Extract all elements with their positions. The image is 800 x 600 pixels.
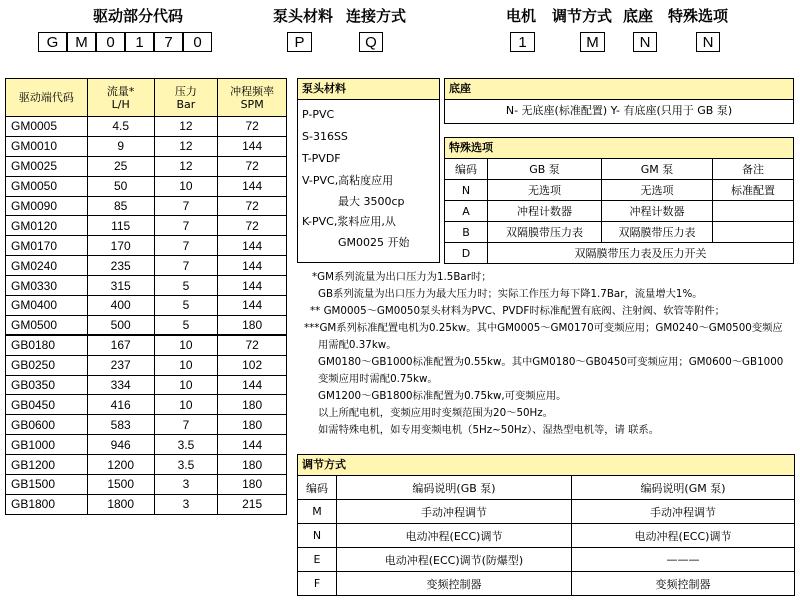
drive-header-code-text: 驱动端代码 xyxy=(18,91,74,104)
notes-block xyxy=(300,269,795,439)
value-cell: 115 xyxy=(87,216,154,236)
value-cell: 7 xyxy=(154,256,218,276)
value-cell: 215 xyxy=(218,494,287,514)
base-box xyxy=(444,78,794,124)
note-line: ** GM0005～GM0050泵头材料为PVC、PVDF时标准配置有底阀、注射阀、软管等附件； xyxy=(310,305,725,317)
model-cell: GM0400 xyxy=(6,296,88,316)
value-cell: 4.5 xyxy=(87,117,154,137)
pump-material-line: GM0025 开始 xyxy=(338,236,410,249)
table-row xyxy=(6,276,287,296)
drive-table-body xyxy=(6,117,287,515)
special-cell xyxy=(713,201,794,222)
value-cell: 416 xyxy=(87,395,154,415)
special-code-box: N xyxy=(696,32,720,52)
special-cell xyxy=(713,222,794,243)
value-cell: 167 xyxy=(87,335,154,355)
value-cell: 180 xyxy=(218,475,287,495)
regulation-cell: E xyxy=(298,548,337,572)
table-row xyxy=(6,335,287,355)
model-cell: GB1000 xyxy=(6,435,88,455)
pump-material-line: S-316SS xyxy=(302,130,348,143)
note-line: ***GM系列标准配置电机为0.25kw。其中GM0005～GM0170可变频应用；GM0240～GM0500变频应 xyxy=(304,322,783,334)
table-row xyxy=(6,395,287,415)
regulation-cell: N xyxy=(298,524,337,548)
pump-material-line: T-PVDF xyxy=(302,152,341,165)
value-cell: 1800 xyxy=(87,494,154,514)
special-cell: 双隔膜带压力表及压力开关 xyxy=(488,243,794,264)
table-row xyxy=(6,216,287,236)
special-cell: 无选项 xyxy=(488,180,602,201)
table-row xyxy=(6,256,287,276)
model-cell: GB1200 xyxy=(6,455,88,475)
note-line: GB系列流量为出口压力为最大压力时；实际工作压力每下降1.7Bar，流量增大1%。 xyxy=(318,288,703,300)
table-row xyxy=(6,315,287,335)
table-row xyxy=(298,572,795,596)
value-cell: 72 xyxy=(218,216,287,236)
table-row xyxy=(6,355,287,375)
value-cell: 144 xyxy=(218,276,287,296)
pump-code-box: P xyxy=(287,32,312,52)
value-cell: 3.5 xyxy=(154,455,218,475)
table-row xyxy=(6,455,287,475)
value-cell: 3 xyxy=(154,475,218,495)
base-label: 底座 xyxy=(623,7,654,25)
regulation-cell: F xyxy=(298,572,337,596)
base-title: 底座 xyxy=(445,79,793,100)
model-cell: GB0600 xyxy=(6,415,88,435)
value-cell: 102 xyxy=(218,355,287,375)
pump-material-label: 泵头材料 xyxy=(273,7,334,25)
special-cell: 标准配置 xyxy=(713,180,794,201)
value-cell: 170 xyxy=(87,236,154,256)
special-header-gb: GB 泵 xyxy=(488,159,602,180)
pump-material-title: 泵头材料 xyxy=(298,79,439,100)
value-cell: 334 xyxy=(87,375,154,395)
model-cell: GB0250 xyxy=(6,355,88,375)
value-cell: 3.5 xyxy=(154,435,218,455)
regulation-cell: 电动冲程(ECC)调节(防爆型) xyxy=(337,548,572,572)
table-row xyxy=(298,548,795,572)
value-cell: 7 xyxy=(154,216,218,236)
motor-code-box: 1 xyxy=(510,32,535,52)
table-row xyxy=(6,435,287,455)
value-cell: 400 xyxy=(87,296,154,316)
special-cell: 双隔膜带压力表 xyxy=(602,222,713,243)
value-cell: 12 xyxy=(154,136,218,156)
special-options-title: 特殊选项 xyxy=(444,137,794,159)
value-cell: 144 xyxy=(218,256,287,276)
table-row xyxy=(6,176,287,196)
value-cell: 235 xyxy=(87,256,154,276)
model-cell: GM0500 xyxy=(6,315,88,335)
value-cell: 180 xyxy=(218,415,287,435)
regulation-header-gm: 编码说明(GM 泵) xyxy=(572,476,795,500)
connection-label: 连接方式 xyxy=(346,7,407,25)
value-cell: 72 xyxy=(218,196,287,216)
value-cell: 50 xyxy=(87,176,154,196)
value-cell: 25 xyxy=(87,156,154,176)
code-box-2: M xyxy=(67,32,96,52)
value-cell: 7 xyxy=(154,415,218,435)
regulation-cell: ——— xyxy=(572,548,795,572)
regulation-cell: 手动冲程调节 xyxy=(337,500,572,524)
model-cell: GB0350 xyxy=(6,375,88,395)
motor-label: 电机 xyxy=(506,7,537,25)
value-cell: 9 xyxy=(87,136,154,156)
note-line: 以上所配电机，变频应用时变频范围为20～50Hz。 xyxy=(318,407,553,419)
value-cell: 12 xyxy=(154,156,218,176)
table-row xyxy=(6,375,287,395)
model-cell: GB0450 xyxy=(6,395,88,415)
value-cell: 72 xyxy=(218,335,287,355)
table-row xyxy=(445,201,794,222)
value-cell: 144 xyxy=(218,236,287,256)
regulation-cell: 手动冲程调节 xyxy=(572,500,795,524)
table-row xyxy=(6,236,287,256)
model-cell: GB0180 xyxy=(6,335,88,355)
value-cell: 10 xyxy=(154,375,218,395)
special-cell: 冲程计数器 xyxy=(488,201,602,222)
drive-header-flow: 流量* L/H xyxy=(87,79,154,117)
regulation-box xyxy=(297,454,795,596)
value-cell: 85 xyxy=(87,196,154,216)
model-cell: GM0330 xyxy=(6,276,88,296)
value-cell: 5 xyxy=(154,296,218,316)
value-cell: 5 xyxy=(154,276,218,296)
drive-header-code xyxy=(6,79,88,117)
table-row xyxy=(6,196,287,216)
model-cell: GB1500 xyxy=(6,475,88,495)
value-cell: 180 xyxy=(218,395,287,415)
value-cell: 10 xyxy=(154,335,218,355)
table-row xyxy=(6,415,287,435)
regulation-label: 调节方式 xyxy=(552,7,613,25)
table-row xyxy=(6,136,287,156)
pump-material-box xyxy=(297,78,440,263)
regulation-header-code: 编码 xyxy=(298,476,337,500)
value-cell: 10 xyxy=(154,355,218,375)
note-line: *GM系列流量为出口压力为1.5Bar时； xyxy=(312,271,492,283)
note-line: GM0180～GB1000标准配置为0.55kw。其中GM0180～GB0450可变频应用；GM0600～GB1000 xyxy=(318,356,784,368)
value-cell: 10 xyxy=(154,395,218,415)
table-row xyxy=(445,180,794,201)
value-cell: 3 xyxy=(154,494,218,514)
table-row xyxy=(6,296,287,316)
code-box-4: 1 xyxy=(125,32,154,52)
special-label: 特殊选项 xyxy=(668,7,729,25)
pump-material-line: V-PVC,高粘度应用 xyxy=(302,174,394,187)
value-cell: 144 xyxy=(218,435,287,455)
connection-code-box: Q xyxy=(359,32,383,52)
regulation-title: 调节方式 xyxy=(297,454,795,476)
value-cell: 5 xyxy=(154,315,218,335)
special-cell: D xyxy=(445,243,488,264)
value-cell: 144 xyxy=(218,296,287,316)
note-line: 变频应用时需配0.75kw。 xyxy=(318,373,438,385)
special-cell: 双隔膜带压力表 xyxy=(488,222,602,243)
table-row xyxy=(6,475,287,495)
model-cell: GM0170 xyxy=(6,236,88,256)
base-code-box: N xyxy=(633,32,657,52)
value-cell: 72 xyxy=(218,156,287,176)
regulation-table-body xyxy=(298,500,795,596)
note-line: GM1200～GB1800标准配置为0.75kw,可变频应用。 xyxy=(318,390,567,402)
value-cell: 10 xyxy=(154,176,218,196)
regulation-cell: 电动冲程(ECC)调节 xyxy=(337,524,572,548)
code-box-6: 0 xyxy=(183,32,212,52)
value-cell: 946 xyxy=(87,435,154,455)
value-cell: 144 xyxy=(218,136,287,156)
model-cell: GM0025 xyxy=(6,156,88,176)
special-options-box xyxy=(444,137,794,264)
drive-header-pressure: 压力 Bar xyxy=(154,79,218,117)
special-cell: N xyxy=(445,180,488,201)
note-line: 用需配0.37kw。 xyxy=(318,339,397,351)
value-cell: 1200 xyxy=(87,455,154,475)
pump-material-line: K-PVC,浆料应用,从 xyxy=(302,215,396,228)
model-cell: GB1800 xyxy=(6,494,88,514)
drive-table xyxy=(5,78,287,515)
value-cell: 7 xyxy=(154,236,218,256)
special-options-table xyxy=(444,159,794,264)
pump-material-line: P-PVC xyxy=(302,108,335,121)
value-cell: 315 xyxy=(87,276,154,296)
model-cell: GM0240 xyxy=(6,256,88,276)
drive-header-spm: 冲程频率 SPM xyxy=(218,79,287,117)
model-cell: GM0090 xyxy=(6,196,88,216)
table-row xyxy=(298,500,795,524)
value-cell: 180 xyxy=(218,315,287,335)
drive-code-label: 驱动部分代码 xyxy=(93,7,184,25)
base-text: N- 无底座(标准配置) Y- 有底座(只用于 GB 泵) xyxy=(505,104,733,117)
special-cell: B xyxy=(445,222,488,243)
special-header-gm: GM 泵 xyxy=(602,159,713,180)
model-cell: GM0120 xyxy=(6,216,88,236)
regulation-cell: 变频控制器 xyxy=(337,572,572,596)
value-cell: 237 xyxy=(87,355,154,375)
value-cell: 500 xyxy=(87,315,154,335)
model-cell: GM0005 xyxy=(6,117,88,137)
regulation-code-box: M xyxy=(580,32,605,52)
table-row xyxy=(445,222,794,243)
regulation-cell: 变频控制器 xyxy=(572,572,795,596)
table-row xyxy=(6,494,287,514)
pump-material-line: 最大 3500cp xyxy=(338,195,405,208)
value-cell: 144 xyxy=(218,176,287,196)
model-cell: GM0050 xyxy=(6,176,88,196)
regulation-cell: M xyxy=(298,500,337,524)
special-cell: A xyxy=(445,201,488,222)
special-header-note: 备注 xyxy=(713,159,794,180)
value-cell: 583 xyxy=(87,415,154,435)
model-cell: GM0010 xyxy=(6,136,88,156)
regulation-table xyxy=(297,476,795,596)
special-cell: 无选项 xyxy=(602,180,713,201)
value-cell: 144 xyxy=(218,375,287,395)
value-cell: 72 xyxy=(218,117,287,137)
special-header-code: 编码 xyxy=(445,159,488,180)
table-row xyxy=(298,524,795,548)
table-row xyxy=(6,117,287,137)
value-cell: 7 xyxy=(154,196,218,216)
regulation-header-gb: 编码说明(GB 泵) xyxy=(337,476,572,500)
code-box-1: G xyxy=(38,32,67,52)
value-cell: 12 xyxy=(154,117,218,137)
regulation-cell: 电动冲程(ECC)调节 xyxy=(572,524,795,548)
note-line: 如需特殊电机，如专用变频电机（5Hz~50Hz）、湿热型电机等，请 联系。 xyxy=(318,424,660,436)
code-box-3: 0 xyxy=(96,32,125,52)
special-cell: 冲程计数器 xyxy=(602,201,713,222)
value-cell: 180 xyxy=(218,455,287,475)
code-box-5: 7 xyxy=(154,32,183,52)
special-table-body xyxy=(445,180,794,243)
value-cell: 1500 xyxy=(87,475,154,495)
table-row xyxy=(6,156,287,176)
